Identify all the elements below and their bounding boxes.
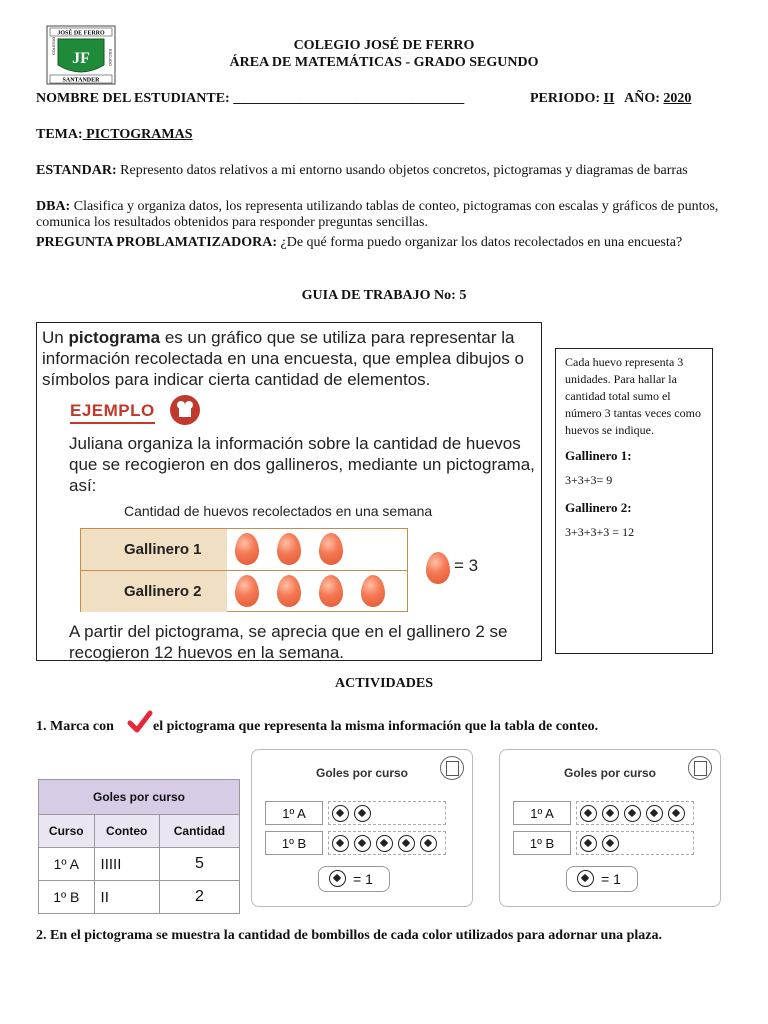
- soccer-ball-icon: [332, 805, 349, 822]
- chef-hat-icon: [168, 393, 202, 427]
- ball-row: [328, 831, 446, 855]
- definition-bold: pictograma: [68, 328, 161, 347]
- period-label: PERIODO:: [530, 91, 600, 106]
- topic-value: PICTOGRAMAS: [82, 127, 193, 142]
- card-title: Goles por curso: [315, 766, 409, 780]
- student-label: NOMBRE DEL ESTUDIANTE:: [36, 91, 230, 106]
- side-note-box: [555, 348, 713, 654]
- guide-title: GUIA DE TRABAJO No: 5: [301, 288, 467, 303]
- dba-paragraph: [36, 199, 730, 231]
- pictogram-option-b[interactable]: [499, 749, 721, 907]
- tally-cell: II: [94, 881, 159, 914]
- year-label: AÑO:: [624, 91, 660, 106]
- logo-bottom-text: SANTANDER: [62, 77, 100, 84]
- soccer-ball-icon: [624, 805, 641, 822]
- soccer-ball-icon: [332, 835, 349, 852]
- soccer-ball-icon: [398, 835, 415, 852]
- student-name-row: [36, 91, 464, 107]
- egg-pictogram: [80, 528, 408, 612]
- area-grade: ÁREA DE MATEMÁTICAS - GRADO SEGUNDO: [229, 55, 539, 70]
- egg-icon: [235, 575, 259, 607]
- question-paragraph: [36, 235, 696, 251]
- definition-post: es un gráfico que se utiliza para representar la información recolectada en una encuesta, que emplea dibujos o símbolos para indicar cierta cantidad de elementos.: [42, 328, 524, 389]
- student-name-line[interactable]: _________________________________: [233, 91, 465, 106]
- g1-sum: 3+3+3= 9: [565, 473, 613, 487]
- egg-legend-text: = 3: [454, 556, 479, 575]
- soccer-ball-icon: [420, 835, 437, 852]
- tally-cell: 1º A: [39, 848, 95, 881]
- pictogram-row: [81, 529, 407, 571]
- soccer-ball-icon: [329, 870, 346, 887]
- question-text: ¿De qué forma puedo organizar los datos recolectados en una encuesta?: [277, 235, 683, 250]
- ball-row: [328, 801, 446, 825]
- soccer-ball-icon: [580, 805, 597, 822]
- g2-label: Gallinero 2:: [565, 500, 632, 515]
- soccer-ball-icon: [354, 835, 371, 852]
- ball-legend: [318, 866, 390, 892]
- tally-header: Conteo: [94, 815, 159, 848]
- q1-pre: 1. Marca con: [36, 719, 114, 734]
- checkbox-icon[interactable]: [440, 756, 464, 780]
- standard-paragraph: [36, 163, 730, 179]
- year-value: 2020: [663, 91, 692, 106]
- period-value: II: [603, 91, 615, 106]
- q2-text: 2. En el pictograma se muestra la cantidad de bombillos de cada color utilizados para adornar una plaza.: [36, 928, 663, 943]
- soccer-ball-icon: [577, 870, 594, 887]
- dba-text: Clasifica y organiza datos, los representa utilizando tablas de conteo, pictogramas con escalas y gráficos de puntos, comunica los resultados obtenidos para responder preguntas sencillas.: [36, 199, 719, 230]
- tally-cell: 2: [159, 881, 239, 914]
- soccer-ball-icon: [602, 835, 619, 852]
- soccer-ball-icon: [354, 805, 371, 822]
- checkbox-icon[interactable]: [688, 756, 712, 780]
- tally-table: [38, 779, 240, 912]
- logo-left-text: COLEGIO: [51, 36, 56, 55]
- g2-sum: 3+3+3+3 = 12: [565, 525, 635, 539]
- tally-cell: 5: [159, 848, 239, 881]
- ball-row: [576, 801, 694, 825]
- g1-label: Gallinero 1:: [565, 448, 632, 463]
- logo-right-text: ESCUDO: [108, 49, 113, 67]
- egg-icon: [277, 575, 301, 607]
- ball-legend-text: = 1: [601, 871, 621, 887]
- tally-title: Goles por curso: [39, 780, 240, 815]
- row-label: Gallinero 1: [81, 529, 227, 570]
- row-label: 1º A: [513, 801, 571, 825]
- example-intro: Juliana organiza la información sobre la cantidad de huevos que se recogieron en dos gallineros, mediante un pictograma, así:: [69, 434, 535, 495]
- definition-text: [42, 327, 536, 390]
- row-label: Gallinero 2: [81, 571, 227, 612]
- pictogram-row: [81, 571, 407, 612]
- pictogram-option-a[interactable]: [251, 749, 473, 907]
- egg-icon: [277, 533, 301, 565]
- topic-label: TEMA:: [36, 127, 83, 142]
- soccer-ball-icon: [580, 835, 597, 852]
- checkmark-icon: [127, 710, 153, 734]
- topic-row: [36, 127, 192, 143]
- egg-icon: [319, 575, 343, 607]
- tally-header: Cantidad: [159, 815, 239, 848]
- q1-post: el pictograma que representa la misma información que la tabla de conteo.: [153, 719, 599, 734]
- soccer-ball-icon: [602, 805, 619, 822]
- side-note-text: Cada huevo representa 3 unidades. Para hallar la cantidad total sumo el número 3 tantas veces como huevos se indique.: [565, 355, 701, 437]
- dba-label: DBA:: [36, 199, 71, 214]
- egg-icon: [361, 575, 385, 607]
- activities-title: ACTIVIDADES: [334, 676, 434, 691]
- row-label: 1º B: [265, 831, 323, 855]
- egg-legend-icon: [426, 552, 450, 584]
- egg-icon: [235, 533, 259, 565]
- logo-center-text: JF: [72, 50, 90, 67]
- ball-row: [576, 831, 694, 855]
- example-conclusion: A partir del pictograma, se aprecia que en el gallinero 2 se recogieron 12 huevos en la semana.: [69, 622, 508, 662]
- standard-label: ESTANDAR:: [36, 163, 117, 178]
- row-label: 1º B: [513, 831, 571, 855]
- tally-cell: 1º B: [39, 881, 95, 914]
- school-name: COLEGIO JOSÉ DE FERRO: [293, 38, 475, 53]
- row-label: 1º A: [265, 801, 323, 825]
- tally-cell: IIIII: [94, 848, 159, 881]
- soccer-ball-icon: [376, 835, 393, 852]
- egg-icon: [319, 533, 343, 565]
- tally-header: Curso: [39, 815, 95, 848]
- logo-top-text: JOSÉ DE FERRO: [57, 30, 105, 37]
- standard-text: Represento datos relativos a mi entorno usando objetos concretos, pictogramas y diagramas de barras: [116, 163, 688, 178]
- ball-legend: [566, 866, 638, 892]
- example-badge: EJEMPLO: [70, 401, 155, 424]
- question-label: PREGUNTA PROBLAMATIZADORA:: [36, 235, 277, 250]
- ball-legend-text: = 1: [353, 871, 373, 887]
- definition-pre: Un: [42, 328, 69, 347]
- soccer-ball-icon: [646, 805, 663, 822]
- pictogram-title: Cantidad de huevos recolectados en una semana: [124, 503, 433, 519]
- soccer-ball-icon: [668, 805, 685, 822]
- card-title: Goles por curso: [563, 766, 657, 780]
- period-row: [530, 91, 691, 107]
